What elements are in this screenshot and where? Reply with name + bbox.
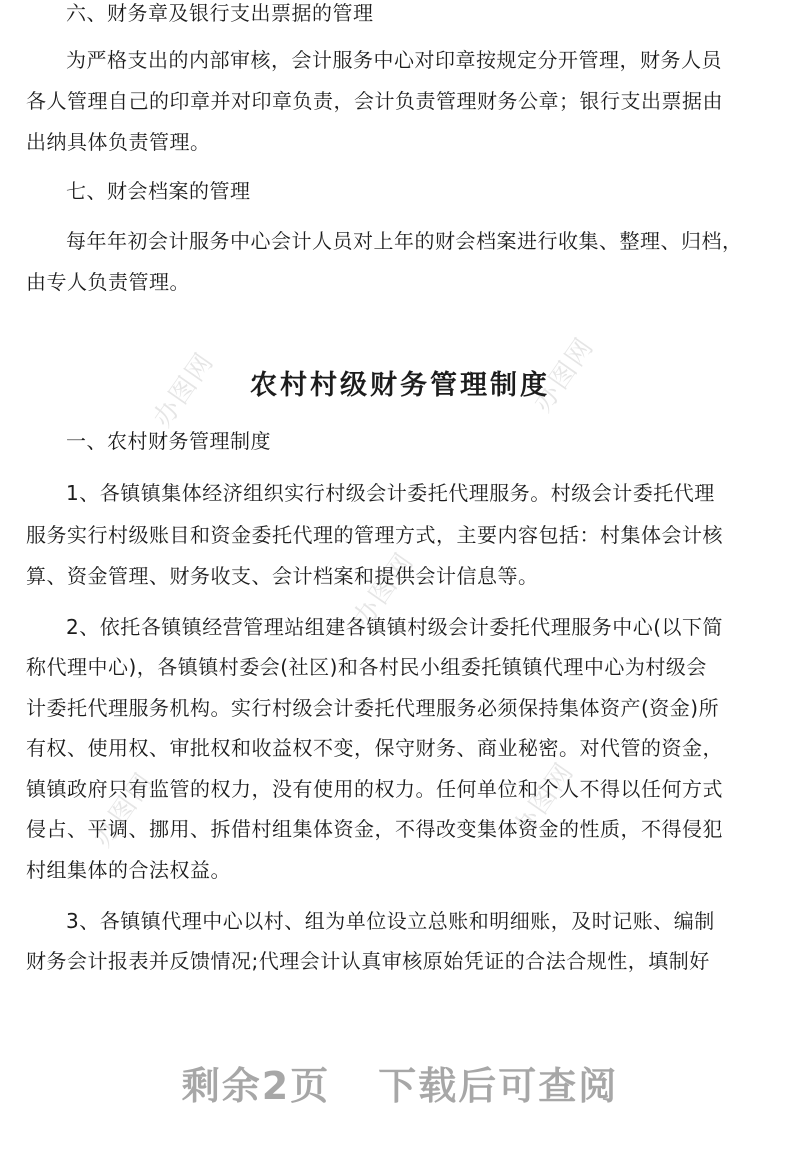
paragraph-line: 镇镇政府只有监管的权力，没有使用的权力。任何单位和个人不得以任何方式 bbox=[26, 777, 723, 801]
paragraph-line: 计委托代理服务机构。实行村级会计委托代理服务必须保持集体资产(资金)所 bbox=[26, 696, 720, 720]
watermark: 办图网 bbox=[347, 546, 421, 633]
paragraph-line: 服务实行村级账目和资金委托代理的管理方式，主要内容包括：村集体会计核 bbox=[26, 523, 723, 547]
paragraph-line: 3、各镇镇代理中心以村、组为单位设立总账和明细账，及时记账、编制 bbox=[66, 909, 715, 933]
paragraph-line: 财务会计报表并反馈情况;代理会计认真审核原始凭证的合法合规性，填制好 bbox=[26, 949, 710, 973]
watermark: 办图网 bbox=[147, 346, 221, 433]
paragraph-line: 村组集体的合法权益。 bbox=[26, 858, 231, 882]
paragraph-line: 为严格支出的内部审核，会计服务中心对印章按规定分开管理，财务人员 bbox=[66, 48, 722, 72]
paragraph-line: 2、依托各镇镇经营管理站组建各镇镇村级会计委托代理服务中心(以下简 bbox=[66, 615, 724, 639]
paragraph-line: 称代理中心)，各镇镇村委会(社区)和各村民小组委托镇镇代理中心为村级会 bbox=[26, 655, 707, 679]
download-to-view-text: 下载后可查阅 bbox=[378, 1064, 619, 1108]
watermark: 办图网 bbox=[87, 766, 161, 853]
paragraph-line: 算、资金管理、财务收支、会计档案和提供会计信息等。 bbox=[26, 564, 539, 588]
paragraph-line: 由专人负责管理。 bbox=[26, 270, 190, 294]
remaining-pages-text: 剩余2页 bbox=[181, 1064, 331, 1108]
paragraph-line: 有权、使用权、审批权和收益权不变，保守财务、商业秘密。对代管的资金， bbox=[26, 736, 723, 760]
document-title: 农村村级财务管理制度 bbox=[250, 370, 550, 401]
paragraph-line: 侵占、平调、挪用、拆借村组集体资金，不得改变集体资金的性质，不得侵犯 bbox=[26, 817, 723, 841]
watermark: 办图网 bbox=[507, 756, 581, 843]
section-heading: 六、财务章及银行支出票据的管理 bbox=[66, 1, 374, 25]
paragraph-line: 出纳具体负责管理。 bbox=[26, 130, 211, 154]
paragraph-line: 1、各镇镇集体经济组织实行村级会计委托代理服务。村级会计委托代理 bbox=[66, 481, 715, 505]
section-heading: 一、农村财务管理制度 bbox=[66, 429, 271, 453]
watermark: 办图网 bbox=[527, 331, 601, 418]
download-prompt[interactable] bbox=[0, 1062, 800, 1110]
paragraph-line: 各人管理自己的印章并对印章负责，会计负责管理财务公章；银行支出票据由 bbox=[26, 89, 723, 113]
paragraph-line: 每年年初会计服务中心会计人员对上年的财会档案进行收集、整理、归档， bbox=[66, 229, 743, 253]
section-heading: 七、财会档案的管理 bbox=[66, 179, 251, 203]
